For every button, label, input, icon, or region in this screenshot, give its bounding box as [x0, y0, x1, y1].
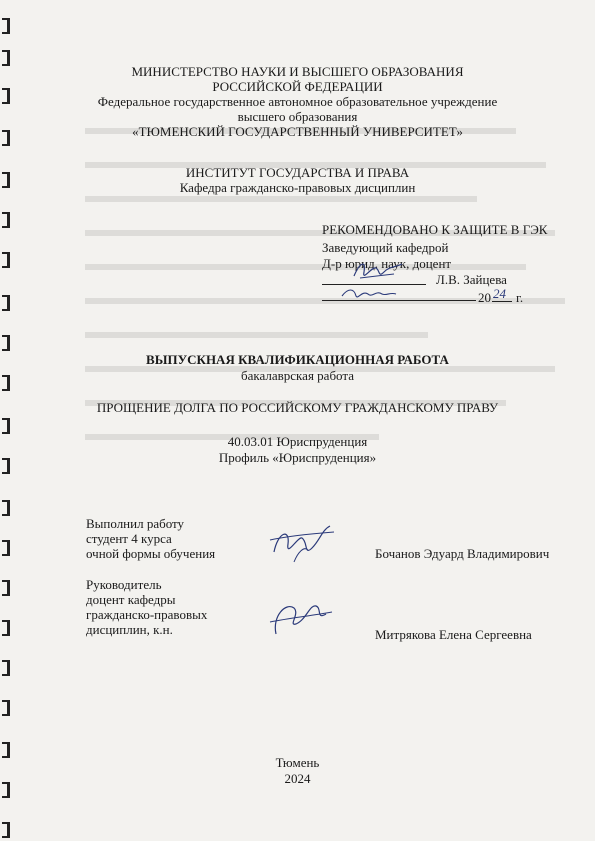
approval-date-handwriting — [340, 286, 400, 302]
author-line-1: Выполнил работу — [86, 516, 185, 531]
city: Тюмень — [275, 755, 320, 770]
program-code: 40.03.01 Юриспруденция — [227, 434, 368, 449]
approval-title: РЕКОМЕНДОВАНО К ЗАЩИТЕ В ГЭК — [322, 222, 548, 237]
supervisor-name: Митрякова Елена Сергеевна — [375, 627, 532, 642]
university-name: «ТЮМЕНСКИЙ ГОСУДАРСТВЕННЫЙ УНИВЕРСИТЕТ» — [132, 124, 463, 139]
approval-signature — [350, 258, 410, 286]
author-line-3: очной формы обучения — [86, 546, 216, 561]
approval-position: Заведующий кафедрой — [322, 240, 449, 255]
ministry-line-1: МИНИСТЕРСТВО НАУКИ И ВЫСШЕГО ОБРАЗОВАНИЯ — [131, 64, 464, 79]
institute-name: ИНСТИТУТ ГОСУДАРСТВА И ПРАВА — [185, 165, 410, 180]
year: 2024 — [284, 771, 311, 786]
supervisor-line-3: гражданско-правовых — [86, 607, 208, 622]
ministry-line-2: РОССИЙСКОЙ ФЕДЕРАЦИИ — [212, 79, 383, 94]
approval-name: Л.В. Зайцева — [436, 272, 507, 287]
work-type: ВЫПУСКНАЯ КВАЛИФИКАЦИОННАЯ РАБОТА — [146, 352, 449, 367]
supervisor-line-2: доцент кафедры — [86, 592, 176, 607]
approval-year-suffix: г. — [516, 290, 524, 305]
author-signature — [268, 522, 338, 568]
supervisor-line-4: дисциплин, к.н. — [86, 622, 173, 637]
program-profile: Профиль «Юриспруденция» — [218, 450, 377, 465]
department-name: Кафедра гражданско-правовых дисциплин — [179, 180, 416, 195]
approval-year-line — [492, 301, 512, 302]
approval-year-handwritten: 24 — [493, 286, 506, 301]
institution-line-1: Федеральное государственное автономное образовательное учреждение — [97, 94, 498, 109]
work-level: бакалаврская работа — [241, 368, 354, 383]
supervisor-line-1: Руководитель — [86, 577, 162, 592]
approval-year-prefix: 20 — [478, 290, 491, 305]
work-title: ПРОЩЕНИЕ ДОЛГА ПО РОССИЙСКОМУ ГРАЖДАНСКОМУ ПРАВУ — [96, 400, 499, 415]
institution-line-2: высшего образования — [237, 109, 358, 124]
author-line-2: студент 4 курса — [86, 531, 172, 546]
supervisor-signature — [266, 596, 336, 642]
author-name: Бочанов Эдуард Владимирович — [375, 546, 550, 561]
approval-degree: Д-р юрид. наук, доцент — [322, 256, 452, 271]
